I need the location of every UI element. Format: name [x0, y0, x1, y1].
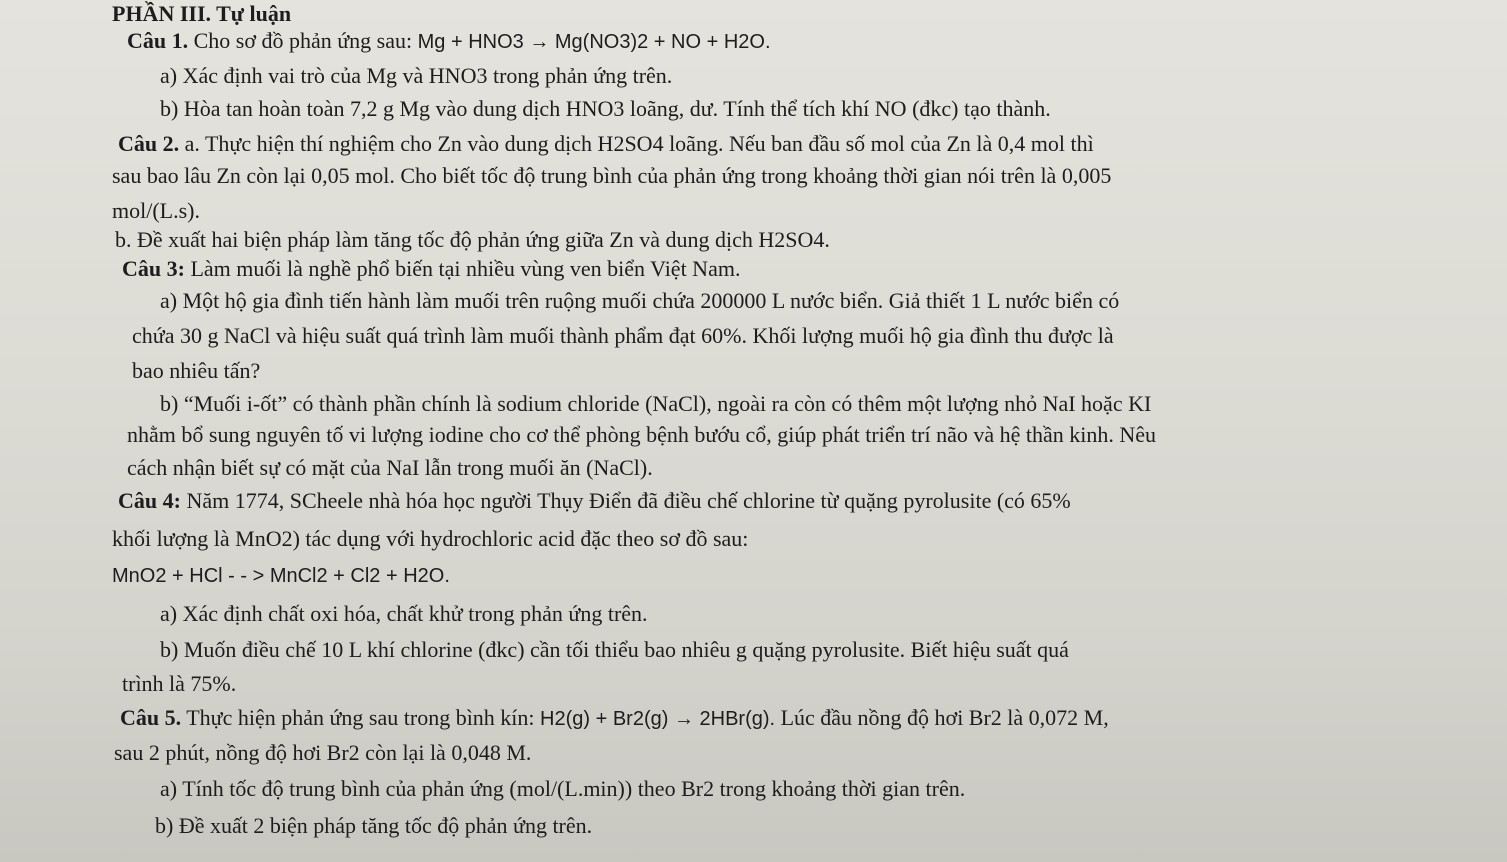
question-5-intro: [120, 705, 1109, 732]
question-2-part-a-line-2: sau bao lâu Zn còn lại 0,05 mol. Cho biết tốc độ trung bình của phản ứng trong khoảng thời gian nói trên là 0,005: [112, 163, 1112, 188]
question-5-label: Câu 5.: [120, 705, 182, 730]
question-3-part-b-line-1: b) “Muối i-ốt” có thành phần chính là sodium chloride (NaCl), ngoài ra còn có thêm một lượng nhỏ NaI hoặc KI: [160, 391, 1152, 416]
question-3-part-b-line-2: nhằm bổ sung nguyên tố vi lượng iodine cho cơ thể phòng bệnh bướu cổ, giúp phát triển trí não và hệ thần kinh. Nêu: [127, 422, 1157, 447]
question-1-part-a: a) Xác định vai trò của Mg và HNO3 trong phản ứng trên.: [160, 63, 673, 88]
question-4-line-2: khối lượng là MnO2) tác dụng với hydrochloric acid đặc theo sơ đồ sau:: [112, 526, 749, 551]
question-3-label: Câu 3:: [122, 256, 185, 281]
question-1-equation: Mg + HNO3 → Mg(NO3)2 + NO + H2O.: [417, 31, 771, 53]
question-4-equation: MnO2 + HCl - - > MnCl2 + Cl2 + H2O.: [112, 565, 450, 587]
question-3-text: Làm muối là nghề phổ biến tại nhiều vùng ven biển Việt Nam.: [190, 256, 741, 281]
question-4-line-1: [118, 488, 1071, 514]
question-1-label: Câu 1.: [127, 28, 189, 53]
question-3-intro: [122, 256, 740, 282]
question-2-part-b: b. Đề xuất hai biện pháp làm tăng tốc độ phản ứng giữa Zn và dung dịch H2SO4.: [115, 227, 830, 252]
question-3-part-a-line-1: a) Một hộ gia đình tiến hành làm muối trên ruộng muối chứa 200000 L nước biển. Giả thiết 1 L nước biển có: [160, 288, 1120, 313]
question-1-text: Cho sơ đồ phản ứng sau:: [193, 28, 413, 53]
question-1-intro: [127, 28, 771, 55]
question-5-equation: H2(g) + Br2(g) → 2HBr(g).: [540, 708, 776, 730]
question-2-part-a-line-3: mol/(L.s).: [112, 198, 200, 223]
question-1-part-b: b) Hòa tan hoàn toàn 7,2 g Mg vào dung dịch HNO3 loãng, dư. Tính thể tích khí NO (đkc) tạo thành.: [160, 96, 1051, 121]
question-5-text-tail: Lúc đầu nồng độ hơi Br2 là 0,072 M,: [780, 705, 1109, 730]
question-4-part-b-line-2: trình là 75%.: [122, 671, 237, 696]
question-4-part-b-line-1: b) Muốn điều chế 10 L khí chlorine (đkc) cần tối thiểu bao nhiêu g quặng pyrolusite. Biết hiệu suất quá: [160, 637, 1069, 662]
question-3-part-b-line-3: cách nhận biết sự có mặt của NaI lẫn trong muối ăn (NaCl).: [127, 455, 653, 480]
question-5-line-2: sau 2 phút, nồng độ hơi Br2 còn lại là 0,048 M.: [114, 740, 532, 765]
question-4-part-a: a) Xác định chất oxi hóa, chất khử trong phản ứng trên.: [160, 601, 648, 626]
question-2-part-a-line-1: [118, 131, 1094, 157]
question-5-part-a: a) Tính tốc độ trung bình của phản ứng (mol/(L.min)) theo Br2 trong khoảng thời gian trên.: [160, 776, 966, 801]
section-heading: PHẦN III. Tự luận: [112, 1, 292, 26]
question-4-text: Năm 1774, SCheele nhà hóa học người Thụy Điển đã điều chế chlorine từ quặng pyrolusite (có 65%: [186, 488, 1071, 513]
question-4-label: Câu 4:: [118, 488, 181, 513]
question-5-text: Thực hiện phản ứng sau trong bình kín:: [186, 705, 535, 730]
question-5-part-b: b) Đề xuất 2 biện pháp tăng tốc độ phản ứng trên.: [155, 813, 593, 838]
question-3-part-a-line-3: bao nhiêu tấn?: [132, 358, 261, 383]
question-2-label: Câu 2.: [118, 131, 180, 156]
question-2-text: a. Thực hiện thí nghiệm cho Zn vào dung dịch H2SO4 loãng. Nếu ban đầu số mol của Zn là 0,4 mol thì: [184, 131, 1094, 156]
question-3-part-a-line-2: chứa 30 g NaCl và hiệu suất quá trình làm muối thành phẩm đạt 60%. Khối lượng muối hộ gia đình thu được là: [132, 323, 1114, 348]
